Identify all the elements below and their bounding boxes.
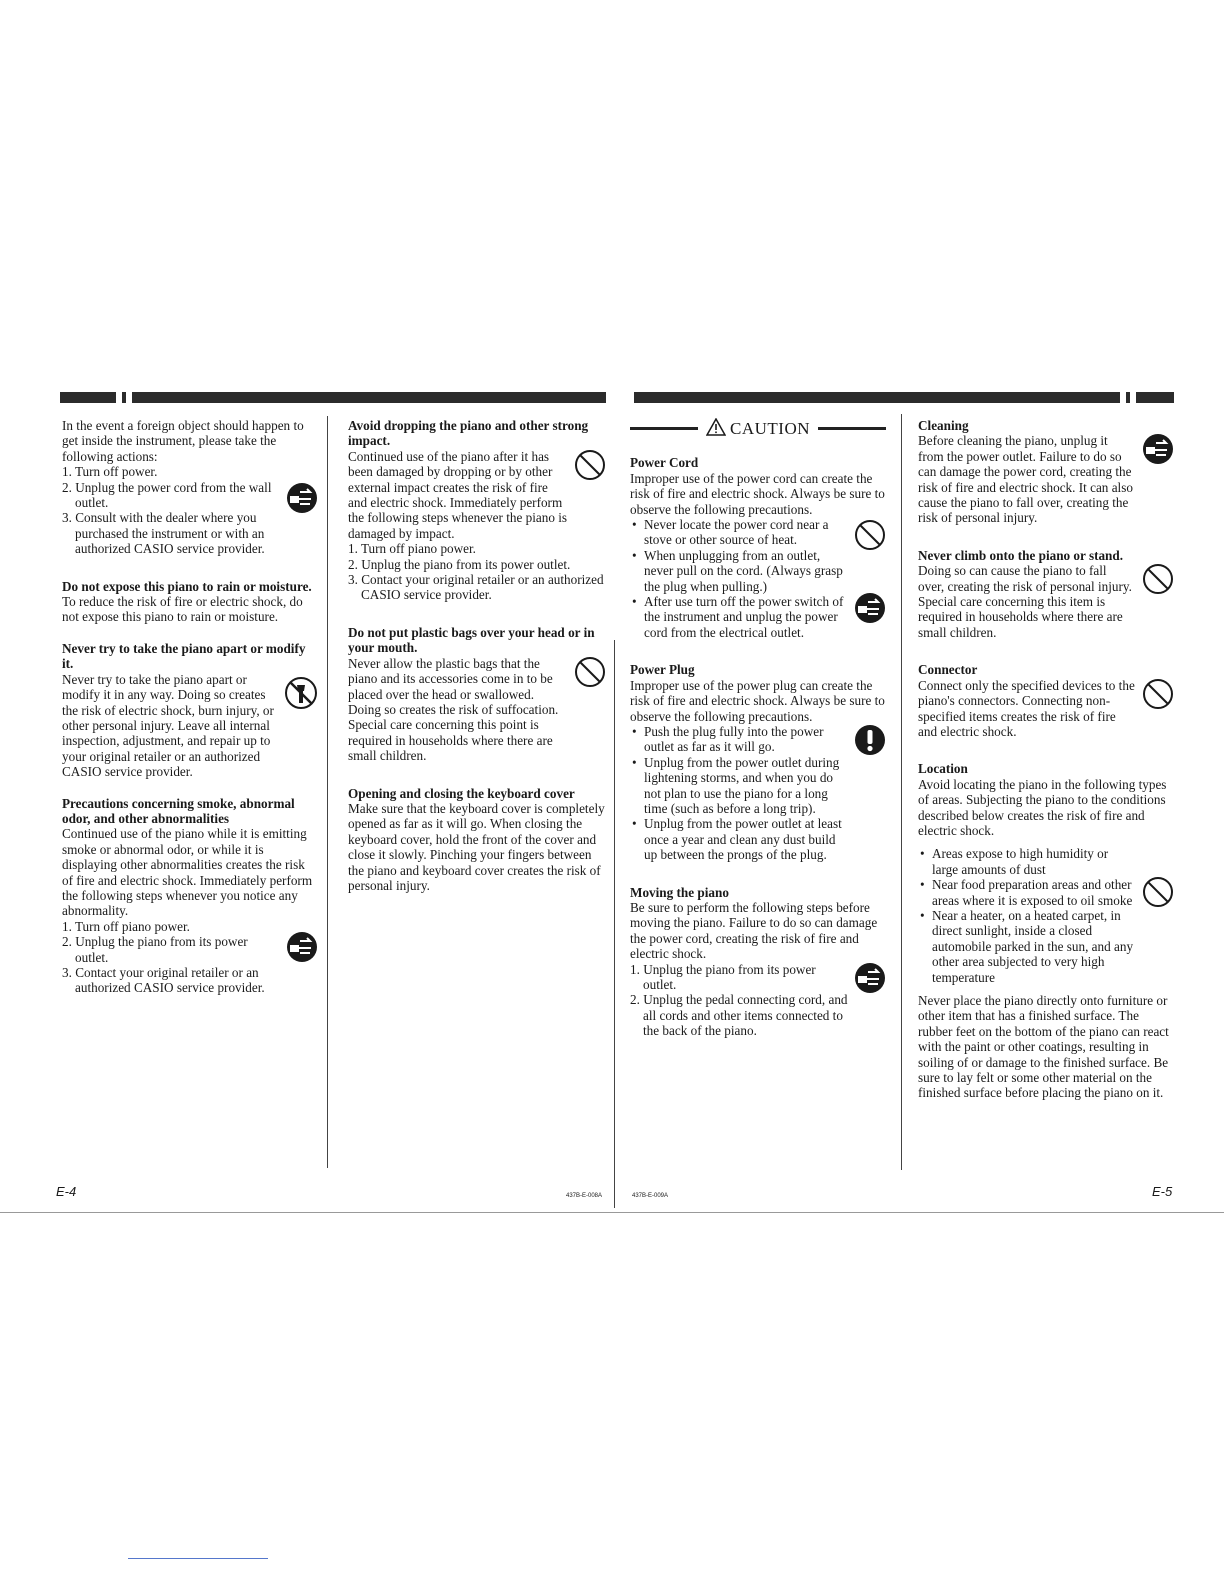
apart-title: Never try to take the piano apart or modify it.: [62, 640, 306, 672]
cover-body: Make sure that the keyboard cover is completely opened as far as it will go. When closing the keyboard cover, hold the front of the cover and close it slowly. Pinching your fingers between the piano and keyboard cover creates the risk of personal injury.: [348, 800, 605, 893]
column-2: [348, 418, 606, 893]
cord-bullets-row-1: [630, 517, 886, 594]
location-bullets-row: [918, 846, 1174, 985]
moving-body: Be sure to perform the following steps before moving the piano. Failure to do so can damage the power cord, creating the risk of fire and electric shock.: [630, 899, 878, 962]
power-cord-title: Power Cord: [630, 455, 699, 471]
connector-row: [918, 678, 1174, 740]
header-band-left: [60, 392, 606, 403]
list-item: • When unplugging from an outlet, never pull on the cord. (Always grasp the plug when pulling.): [630, 548, 848, 594]
power-cord-body: Improper use of the power cord can create the risk of fire and electric shock. Always be sure to observe the following precautions.: [630, 470, 885, 517]
cord-bullets-row-2: [630, 594, 886, 640]
unplug-icon: [1142, 433, 1174, 468]
smoke-steps: [62, 919, 280, 996]
list-item: 2. Unplug the pedal connecting cord, and all cords and other items connected to the back of the piano.: [630, 992, 848, 1039]
list-item: 1. Turn off piano power.: [348, 541, 476, 557]
climb-title: Never climb onto the piano or stand.: [918, 547, 1124, 563]
location-bullets: [918, 846, 1136, 985]
list-item: 1. Unplug the piano from its power outlet.: [630, 961, 816, 992]
unplug-icon: [854, 592, 886, 627]
mandatory-action-icon: [854, 724, 886, 759]
smoke-steps-row: [62, 919, 318, 996]
list-item: 3. Contact your original retailer or an authorized CASIO service provider.: [62, 965, 265, 996]
bags-row: [348, 656, 606, 764]
location-body: Avoid locating the piano in the following types of areas. Subjecting the piano to the conditions described below creates the risk of fire and electric shock.: [918, 776, 1167, 838]
prohibited-icon: [574, 449, 606, 484]
moving-steps-row: [630, 962, 886, 1039]
impact-steps: [348, 541, 606, 603]
caution-bar-right: [818, 427, 886, 430]
climb-row: [918, 563, 1174, 640]
unplug-icon: [286, 482, 318, 517]
list-item: • Never locate the power cord near a stove or other source of heat.: [630, 517, 848, 548]
impact-title: Avoid dropping the piano and other strong impact.: [348, 418, 589, 449]
doc-code-left: 437B-E-008A: [566, 1193, 603, 1199]
location-title: Location: [918, 761, 968, 777]
climb-section: [918, 548, 1174, 640]
band-tick: [1130, 392, 1136, 403]
unplug-icon: [286, 931, 318, 966]
list-item: 1. Turn off piano power.: [62, 918, 190, 934]
list-item: 2. Unplug the piano from its power outlet.: [348, 556, 571, 572]
rain-section: [62, 579, 318, 625]
climb-body: Doing so can cause the piano to fall over, creating the risk of personal injury. Special care concerning this item is required in households where there are small children.: [918, 563, 1132, 640]
list-item: 2. Unplug the power cord from the wall outlet.: [62, 479, 272, 511]
column-divider: [901, 414, 902, 1170]
connector-section: [918, 662, 1174, 739]
plug-bullets: [630, 724, 848, 863]
cover-title: Opening and closing the keyboard cover: [348, 785, 575, 801]
header-band-right: [634, 392, 1174, 403]
no-disassembly-icon: [284, 676, 318, 713]
location-section: [918, 761, 1174, 1101]
cleaning-body: Before cleaning the piano, unplug it from the power outlet. Failure to do so can damage the power cord, creating the risk of fire and electric shock. It can also cause the piano to fall over, creating the risk of personal injury.: [918, 433, 1133, 526]
connector-title: Connector: [918, 662, 978, 678]
smoke-title: Precautions concerning smoke, abnormal odor, and other abnormalities: [62, 795, 295, 826]
bags-section: [348, 625, 606, 764]
moving-section: [630, 885, 886, 1039]
cleaning-title: Cleaning: [918, 418, 969, 433]
list-item: 1. Turn off power.: [62, 464, 158, 480]
band-tick: [126, 392, 132, 403]
cover-section: [348, 786, 606, 894]
unplug-icon: [854, 962, 886, 997]
list-item: • Push the plug fully into the power outlet as far as it will go.: [630, 724, 848, 755]
apart-body: Never try to take the piano apart or modify it in any way. Doing so creates the risk of electric shock, burn injury, or other personal injury. Leave all internal inspection, adjustment, and repair up to your original retailer or an authorized CASIO service provider.: [62, 671, 274, 780]
column-4: [918, 418, 1174, 1101]
cleaning-section: [918, 418, 1174, 526]
surface-body: Never place the piano directly onto furniture or other item that has a finished surface. The rubber feet on the bottom of the piano can react with the paint or other coatings, resulting in soiling of or damage to the finished surface. Be sure to lay felt or some other material on the finished surface before placing the piano on it.: [918, 993, 1169, 1101]
prohibited-icon: [1142, 563, 1174, 598]
impact-section: [348, 418, 606, 603]
apart-row: [62, 672, 318, 780]
caution-label: CAUTION: [730, 419, 810, 438]
prohibited-icon: [854, 519, 886, 554]
band-tick: [1120, 392, 1126, 403]
column-1: [62, 418, 318, 996]
band-tick: [116, 392, 122, 403]
bags-title: Do not put plastic bags over your head or in your mouth.: [348, 624, 595, 656]
page-number-left: E-4: [56, 1184, 77, 1199]
list-item: • Near food preparation areas and other areas where it is exposed to oil smoke: [918, 877, 1136, 908]
prohibited-icon: [1142, 876, 1174, 911]
page-number-right: E-5: [1152, 1184, 1173, 1199]
caution-header: [630, 418, 886, 439]
connector-body: Connect only the specified devices to the piano's connectors. Connecting non-specified items creates the risk of fire and electric shock.: [918, 677, 1135, 739]
column-3: [630, 418, 886, 1039]
impact-body: Continued use of the piano after it has been damaged by dropping or by other external impact creates the risk of fire and electric shock. Immediately perform the following steps whenever the piano is damaged by impact.: [348, 448, 568, 541]
list-item: • Unplug from the power outlet during lightening storms, and when you do not plan to use the piano for a long time (such as before a long trip).: [630, 755, 848, 817]
column-divider: [327, 416, 328, 1168]
list-item: • Unplug from the power outlet at least once a year and clean any dust build up between the prongs of the plug.: [630, 816, 848, 862]
list-item: • Near a heater, on a heated carpet, in direct sunlight, inside a closed automobile parked in the sun, and any other area subjected to very high temperature: [918, 908, 1136, 985]
cord-bullets: [630, 517, 848, 594]
prohibited-icon: [1142, 678, 1174, 713]
power-plug-section: [630, 662, 886, 862]
warning-triangle-icon: [706, 418, 726, 439]
list-item: 3. Contact your original retailer or an authorized CASIO service provider.: [348, 572, 604, 603]
apart-section: [62, 641, 318, 780]
intro-steps: [62, 464, 280, 556]
power-plug-body: Improper use of the power plug can create the risk of fire and electric shock. Always be sure to observe the following precautions.: [630, 677, 885, 724]
impact-row: [348, 449, 606, 541]
list-item: • Areas expose to high humidity or large amounts of dust: [918, 846, 1136, 877]
moving-steps: [630, 962, 848, 1039]
rain-body: To reduce the risk of fire or electric shock, do not expose this piano to rain or moisture.: [62, 594, 303, 625]
plug-bullets-row: [630, 724, 886, 863]
rain-title: Do not expose this piano to rain or moisture.: [62, 578, 312, 594]
intro-steps-row: [62, 464, 318, 556]
list-item: 2. Unplug the piano from its power outlet.: [62, 934, 248, 965]
caution-bar-left: [630, 427, 698, 430]
prohibited-icon: [574, 656, 606, 691]
intro-text: In the event a foreign object should happen to get inside the instrument, please take the following actions:: [62, 418, 304, 464]
doc-code-right: 437B-E-009A: [632, 1193, 669, 1199]
list-item: • After use turn off the power switch of the instrument and unplug the power cord from the electrical outlet.: [630, 594, 848, 640]
blue-mark: [128, 1558, 268, 1559]
cord-bullets-2: [630, 594, 848, 640]
list-item: 3. Consult with the dealer where you purchased the instrument or with an authorized CASIO service provider.: [62, 510, 265, 557]
power-cord-section: [630, 455, 886, 640]
bottom-rule: [0, 1212, 1224, 1213]
smoke-section: [62, 796, 318, 996]
page-gutter: [614, 640, 615, 1208]
power-plug-title: Power Plug: [630, 662, 695, 678]
smoke-body: Continued use of the piano while it is emitting smoke or abnormal odor, or while it is displaying other abnormalities creates the risk of fire and electric shock. Immediately perform the following steps whenever you notice any abnormality.: [62, 826, 313, 919]
cleaning-row: [918, 433, 1174, 525]
foreign-object-section: [62, 418, 318, 557]
moving-title: Moving the piano: [630, 884, 729, 900]
bags-body: Never allow the plastic bags that the piano and its accessories come in to be placed over the head or swallowed. Doing so creates the risk of suffocation. Special care concerning this point is required in households where there are small children.: [348, 655, 559, 764]
